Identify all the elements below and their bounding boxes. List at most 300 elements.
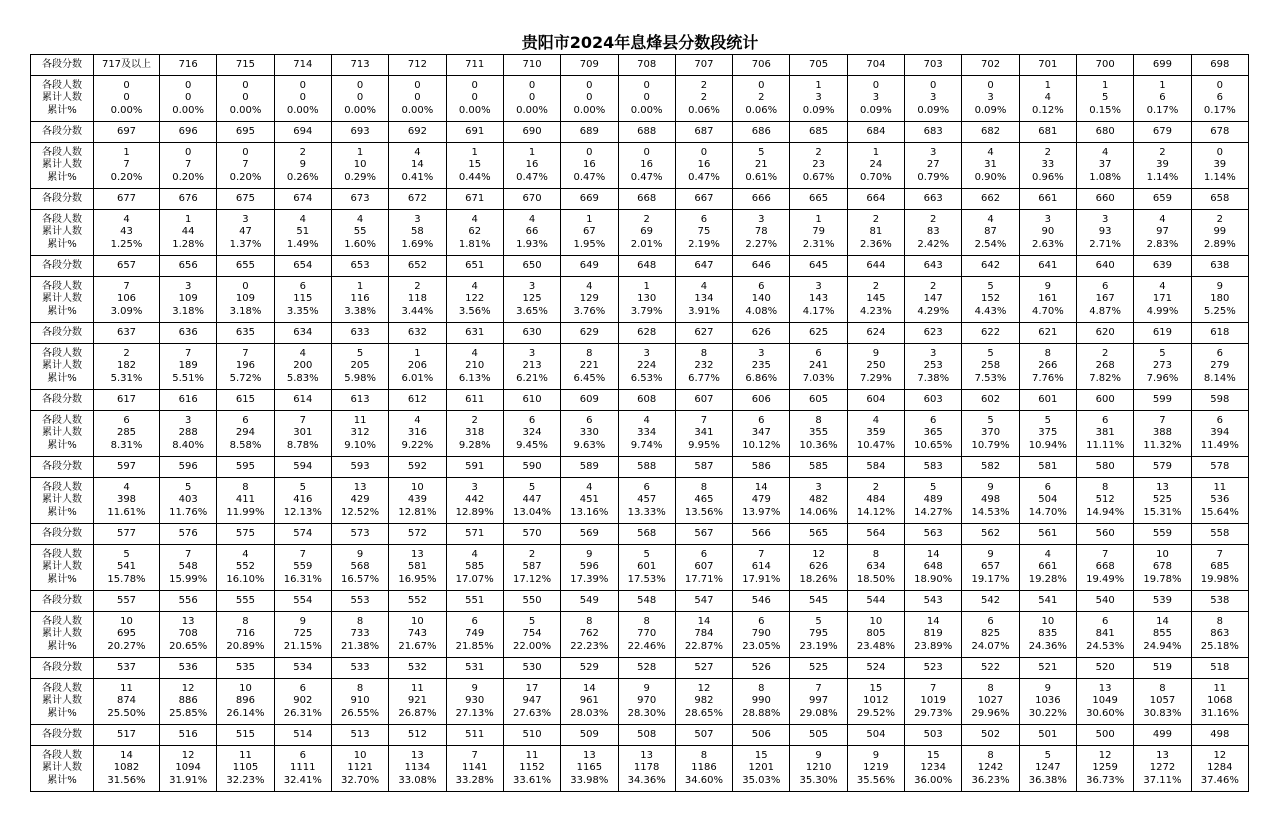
cumulative-value: 0	[123, 92, 130, 104]
percent-value: 27.13%	[455, 707, 494, 719]
percent-value: 2.01%	[630, 238, 663, 250]
score-cell: 640	[1077, 256, 1134, 277]
percent-value: 17.71%	[684, 573, 724, 585]
stat-cell	[1019, 344, 1076, 390]
stat-cell	[1077, 478, 1134, 524]
score-cell: 561	[1019, 524, 1076, 545]
count-value: 3	[184, 280, 192, 292]
percent-label: 累计%	[47, 707, 77, 719]
percent-value: 0.00%	[172, 104, 205, 116]
cumulative-value: 109	[235, 293, 256, 305]
stat-cell	[274, 679, 331, 725]
stat-cell	[331, 612, 388, 658]
percent-value: 13.04%	[512, 506, 552, 518]
score-header-row	[31, 256, 1249, 277]
score-cell: 647	[675, 256, 732, 277]
percent-value: 7.29%	[860, 372, 892, 384]
score-header-row	[31, 725, 1249, 746]
percent-value: 30.83%	[1143, 707, 1182, 719]
percent-value: 12.89%	[455, 506, 494, 518]
stat-cell	[160, 411, 217, 457]
score-cell: 652	[389, 256, 446, 277]
cumulative-label: 累计人数	[42, 494, 82, 506]
percent-value: 0.29%	[344, 171, 376, 183]
score-cell: 619	[1134, 323, 1191, 344]
score-cell: 682	[962, 122, 1019, 143]
score-data-row	[31, 612, 1249, 658]
score-cell: 612	[389, 390, 446, 411]
percent-value: 10.65%	[914, 439, 953, 451]
count-value: 7	[815, 682, 822, 694]
percent-value: 29.96%	[971, 707, 1010, 719]
cumulative-value: 381	[1095, 427, 1115, 439]
cumulative-value: 1178	[633, 762, 660, 774]
stat-cell	[1134, 143, 1191, 189]
stat-cell	[94, 746, 160, 792]
cumulative-value: 122	[465, 293, 485, 305]
score-cell: 601	[1019, 390, 1076, 411]
count-value: 13	[582, 749, 596, 761]
cumulative-value: 1068	[1207, 695, 1233, 707]
cumulative-value: 87	[984, 226, 997, 238]
count-value: 8	[872, 548, 880, 560]
score-cell: 524	[847, 658, 904, 679]
percent-value: 8.40%	[172, 439, 205, 451]
stat-cell	[446, 76, 503, 122]
percent-value: 3.09%	[110, 305, 143, 317]
count-value: 12	[181, 682, 195, 694]
cumulative-value: 970	[637, 695, 657, 707]
percent-value: 34.36%	[627, 774, 666, 786]
score-header-label: 各段分数	[31, 256, 94, 277]
count-value: 8	[242, 481, 249, 493]
score-cell: 501	[1019, 725, 1076, 746]
stat-cell	[331, 143, 388, 189]
cumulative-value: 668	[1095, 561, 1115, 573]
stat-cell	[962, 411, 1019, 457]
cumulative-value: 0	[299, 92, 306, 104]
count-value: 3	[528, 280, 536, 292]
row-labels	[31, 143, 94, 189]
stat-cell	[389, 478, 446, 524]
count-value: 2	[528, 548, 536, 560]
score-cell: 664	[847, 189, 904, 210]
score-cell: 608	[618, 390, 675, 411]
cumulative-value: 863	[1210, 628, 1230, 640]
row-labels	[31, 277, 94, 323]
percent-value: 9.45%	[516, 439, 548, 451]
cumulative-value: 44	[181, 226, 195, 238]
stat-cell	[1077, 210, 1134, 256]
score-header-label: 各段分数	[31, 323, 94, 344]
percent-value: 12.13%	[283, 506, 322, 518]
count-value: 5	[184, 481, 192, 493]
score-cell: 618	[1191, 323, 1248, 344]
cumulative-value: 1111	[290, 762, 316, 774]
score-cell: 587	[675, 457, 732, 478]
score-cell: 672	[389, 189, 446, 210]
stat-cell	[618, 344, 675, 390]
stat-cell	[160, 277, 217, 323]
stat-cell	[446, 344, 503, 390]
count-value: 4	[700, 280, 708, 292]
cumulative-value: 27	[926, 159, 940, 171]
score-cell: 550	[503, 591, 560, 612]
cumulative-value: 266	[1038, 360, 1058, 372]
score-cell: 510	[503, 725, 560, 746]
score-header-row	[31, 658, 1249, 679]
percent-value: 0.00%	[401, 104, 434, 116]
cumulative-value: 1141	[461, 762, 488, 774]
cumulative-value: 99	[1213, 226, 1227, 238]
percent-value: 0.44%	[458, 171, 491, 183]
score-cell: 673	[331, 189, 388, 210]
count-value: 14	[754, 481, 768, 493]
score-cell: 541	[1019, 591, 1076, 612]
cumulative-value: 1186	[691, 762, 717, 774]
score-cell: 507	[675, 725, 732, 746]
cumulative-value: 196	[235, 360, 256, 372]
percent-value: 2.71%	[1089, 238, 1122, 250]
percent-value: 0.12%	[1031, 104, 1064, 116]
percent-value: 7.96%	[1146, 372, 1179, 384]
count-value: 11	[411, 682, 424, 694]
row-labels	[31, 545, 94, 591]
row-labels	[31, 76, 94, 122]
count-value: 3	[758, 213, 765, 225]
cumulative-label: 累计人数	[42, 762, 82, 774]
stat-cell	[561, 210, 618, 256]
cumulative-value: 442	[465, 494, 485, 506]
percent-value: 7.38%	[917, 372, 950, 384]
count-value: 8	[987, 682, 994, 694]
count-value: 3	[242, 213, 249, 225]
count-label: 各段人数	[42, 146, 82, 158]
count-value: 12	[812, 548, 825, 560]
count-value: 5	[930, 481, 937, 493]
percent-value: 25.18%	[1200, 640, 1239, 652]
stat-cell	[1019, 76, 1076, 122]
percent-value: 29.73%	[914, 707, 953, 719]
score-cell: 634	[274, 323, 331, 344]
percent-value: 0.41%	[401, 171, 434, 183]
count-value: 7	[184, 347, 192, 359]
stat-cell	[217, 143, 274, 189]
score-cell: 697	[94, 122, 160, 143]
count-value: 9	[356, 548, 364, 560]
stat-cell	[962, 277, 1019, 323]
stat-cell	[389, 545, 446, 591]
cumulative-value: 294	[235, 427, 256, 439]
cumulative-value: 457	[637, 494, 657, 506]
percent-value: 11.76%	[169, 506, 208, 518]
stat-cell	[561, 344, 618, 390]
stat-cell	[905, 478, 962, 524]
stat-cell	[561, 411, 618, 457]
cumulative-value: 147	[923, 293, 943, 305]
score-cell: 513	[331, 725, 388, 746]
count-value: 4	[471, 280, 478, 292]
percent-value: 0.06%	[745, 104, 778, 116]
cumulative-value: 795	[809, 628, 829, 640]
cumulative-value: 403	[178, 494, 198, 506]
count-value: 9	[872, 347, 880, 359]
percent-value: 0.61%	[745, 171, 778, 183]
row-labels	[31, 478, 94, 524]
stat-cell	[217, 746, 274, 792]
score-cell: 623	[905, 323, 962, 344]
count-value: 2	[930, 213, 937, 225]
stat-cell	[675, 612, 732, 658]
cumulative-value: 536	[1210, 494, 1230, 506]
cumulative-value: 439	[407, 494, 427, 506]
cumulative-value: 614	[751, 561, 771, 573]
stat-cell	[733, 411, 790, 457]
percent-value: 17.07%	[455, 573, 494, 585]
cumulative-value: 206	[407, 360, 427, 372]
cumulative-value: 982	[694, 695, 714, 707]
cumulative-value: 130	[637, 293, 657, 305]
score-cell: 659	[1134, 189, 1191, 210]
stat-cell	[618, 210, 675, 256]
score-cell: 611	[446, 390, 503, 411]
stat-cell	[1019, 679, 1076, 725]
score-cell: 502	[962, 725, 1019, 746]
stat-cell	[1077, 612, 1134, 658]
score-data-row	[31, 76, 1249, 122]
stat-cell	[503, 746, 560, 792]
score-cell: 522	[962, 658, 1019, 679]
count-value: 9	[872, 749, 880, 761]
percent-value: 0.09%	[974, 104, 1007, 116]
percent-value: 23.19%	[799, 640, 838, 652]
score-cell: 643	[905, 256, 962, 277]
cumulative-value: 784	[694, 628, 714, 640]
count-label: 各段人数	[42, 749, 82, 761]
stat-cell	[94, 411, 160, 457]
score-cell: 669	[561, 189, 618, 210]
score-cell: 617	[94, 390, 160, 411]
percent-value: 12.52%	[341, 506, 380, 518]
cumulative-value: 388	[1152, 427, 1173, 439]
score-cell: 668	[618, 189, 675, 210]
cumulative-value: 7	[123, 159, 130, 171]
cumulative-value: 365	[923, 427, 943, 439]
stat-cell	[274, 277, 331, 323]
score-cell: 645	[790, 256, 847, 277]
cumulative-value: 429	[350, 494, 370, 506]
stat-cell	[847, 143, 904, 189]
score-data-row	[31, 277, 1249, 323]
percent-value: 1.37%	[229, 238, 262, 250]
stat-cell	[790, 76, 847, 122]
cumulative-value: 375	[1038, 427, 1058, 439]
stat-cell	[790, 746, 847, 792]
percent-value: 29.52%	[856, 707, 895, 719]
percent-value: 13.56%	[684, 506, 724, 518]
score-header-label: 各段分数	[31, 524, 94, 545]
count-value: 4	[528, 213, 536, 225]
count-value: 6	[299, 749, 306, 761]
cumulative-value: 58	[411, 226, 424, 238]
stat-cell	[905, 76, 962, 122]
count-value: 6	[758, 414, 765, 426]
stat-cell	[274, 210, 331, 256]
count-value: 5	[815, 615, 822, 627]
cumulative-value: 118	[407, 293, 427, 305]
score-cell: 712	[389, 55, 446, 76]
score-header-row	[31, 457, 1249, 478]
percent-value: 22.87%	[684, 640, 724, 652]
score-header-label: 各段分数	[31, 390, 94, 411]
stat-cell	[905, 545, 962, 591]
score-cell: 566	[733, 524, 790, 545]
score-header-label: 各段分数	[31, 725, 94, 746]
count-value: 6	[1101, 615, 1109, 627]
count-value: 5	[643, 548, 650, 560]
percent-label: 累计%	[47, 640, 77, 652]
percent-value: 8.78%	[286, 439, 319, 451]
score-cell: 621	[1019, 323, 1076, 344]
count-value: 4	[471, 548, 478, 560]
count-value: 0	[987, 79, 994, 91]
stat-cell	[618, 143, 675, 189]
count-value: 6	[643, 481, 650, 493]
cumulative-value: 626	[809, 561, 829, 573]
cumulative-label: 累计人数	[42, 159, 82, 171]
count-value: 8	[700, 481, 708, 493]
cumulative-value: 733	[350, 628, 370, 640]
cumulative-value: 479	[751, 494, 771, 506]
percent-value: 14.53%	[971, 506, 1010, 518]
score-cell: 642	[962, 256, 1019, 277]
cumulative-value: 961	[579, 695, 599, 707]
count-value: 4	[1044, 548, 1052, 560]
cumulative-value: 97	[1156, 226, 1169, 238]
count-value: 4	[299, 213, 306, 225]
percent-value: 4.08%	[745, 305, 778, 317]
cumulative-value: 143	[809, 293, 829, 305]
count-value: 2	[643, 213, 650, 225]
stat-cell	[847, 545, 904, 591]
count-value: 6	[700, 548, 708, 560]
count-value: 1	[356, 280, 364, 292]
cumulative-value: 83	[926, 226, 940, 238]
percent-value: 1.95%	[573, 238, 606, 250]
percent-value: 0.17%	[1203, 104, 1236, 116]
cumulative-value: 316	[407, 427, 427, 439]
score-cell: 702	[962, 55, 1019, 76]
stat-cell	[274, 76, 331, 122]
score-cell: 676	[160, 189, 217, 210]
stat-cell	[160, 344, 217, 390]
percent-value: 0.79%	[917, 171, 950, 183]
score-cell: 604	[847, 390, 904, 411]
percent-value: 4.43%	[974, 305, 1007, 317]
stat-cell	[331, 411, 388, 457]
stat-cell	[1019, 478, 1076, 524]
percent-value: 11.49%	[1200, 439, 1239, 451]
cumulative-value: 770	[637, 628, 657, 640]
percent-value: 34.60%	[684, 774, 724, 786]
percent-value: 1.25%	[110, 238, 143, 250]
count-value: 3	[1101, 213, 1109, 225]
count-value: 5	[1044, 749, 1052, 761]
count-value: 6	[815, 347, 822, 359]
cumulative-value: 312	[350, 427, 370, 439]
percent-value: 24.53%	[1086, 640, 1125, 652]
count-value: 9	[1044, 280, 1052, 292]
cumulative-value: 235	[751, 360, 771, 372]
count-value: 5	[299, 481, 306, 493]
score-cell: 695	[217, 122, 274, 143]
stat-cell	[561, 545, 618, 591]
score-cell: 648	[618, 256, 675, 277]
percent-value: 15.31%	[1143, 506, 1182, 518]
count-value: 13	[640, 749, 654, 761]
percent-value: 28.65%	[684, 707, 724, 719]
score-cell: 547	[675, 591, 732, 612]
cumulative-value: 1272	[1149, 762, 1176, 774]
stat-cell	[733, 612, 790, 658]
score-cell: 538	[1191, 591, 1248, 612]
stat-cell	[561, 478, 618, 524]
score-cell: 549	[561, 591, 618, 612]
percent-value: 25.85%	[169, 707, 208, 719]
count-value: 10	[1156, 548, 1169, 560]
cumulative-value: 447	[522, 494, 542, 506]
score-cell: 514	[274, 725, 331, 746]
cumulative-value: 2	[700, 92, 708, 104]
count-value: 4	[1101, 146, 1109, 158]
stat-cell	[1191, 210, 1248, 256]
percent-value: 0.20%	[172, 171, 205, 183]
score-cell: 528	[618, 658, 675, 679]
percent-value: 18.26%	[799, 573, 838, 585]
score-cell: 554	[274, 591, 331, 612]
percent-value: 16.95%	[398, 573, 437, 585]
percent-value: 33.61%	[512, 774, 552, 786]
count-value: 5	[987, 347, 994, 359]
stat-cell	[217, 210, 274, 256]
count-value: 5	[356, 347, 364, 359]
percent-value: 15.99%	[169, 573, 208, 585]
stat-cell	[160, 612, 217, 658]
score-cell: 534	[274, 658, 331, 679]
stat-cell	[962, 746, 1019, 792]
cumulative-value: 695	[116, 628, 137, 640]
cumulative-value: 835	[1038, 628, 1058, 640]
score-cell: 691	[446, 122, 503, 143]
count-value: 5	[528, 481, 536, 493]
stat-cell	[847, 746, 904, 792]
percent-value: 19.28%	[1028, 573, 1067, 585]
cumulative-value: 607	[694, 561, 714, 573]
stat-cell	[905, 411, 962, 457]
score-cell: 627	[675, 323, 732, 344]
count-value: 9	[987, 548, 994, 560]
stat-cell	[1019, 143, 1076, 189]
percent-value: 28.88%	[742, 707, 781, 719]
cumulative-label: 累计人数	[42, 561, 82, 573]
stat-cell	[389, 679, 446, 725]
stat-cell	[389, 411, 446, 457]
cumulative-value: 189	[178, 360, 198, 372]
stat-cell	[217, 277, 274, 323]
score-cell: 624	[847, 323, 904, 344]
percent-value: 2.63%	[1031, 238, 1064, 250]
score-cell: 614	[274, 390, 331, 411]
